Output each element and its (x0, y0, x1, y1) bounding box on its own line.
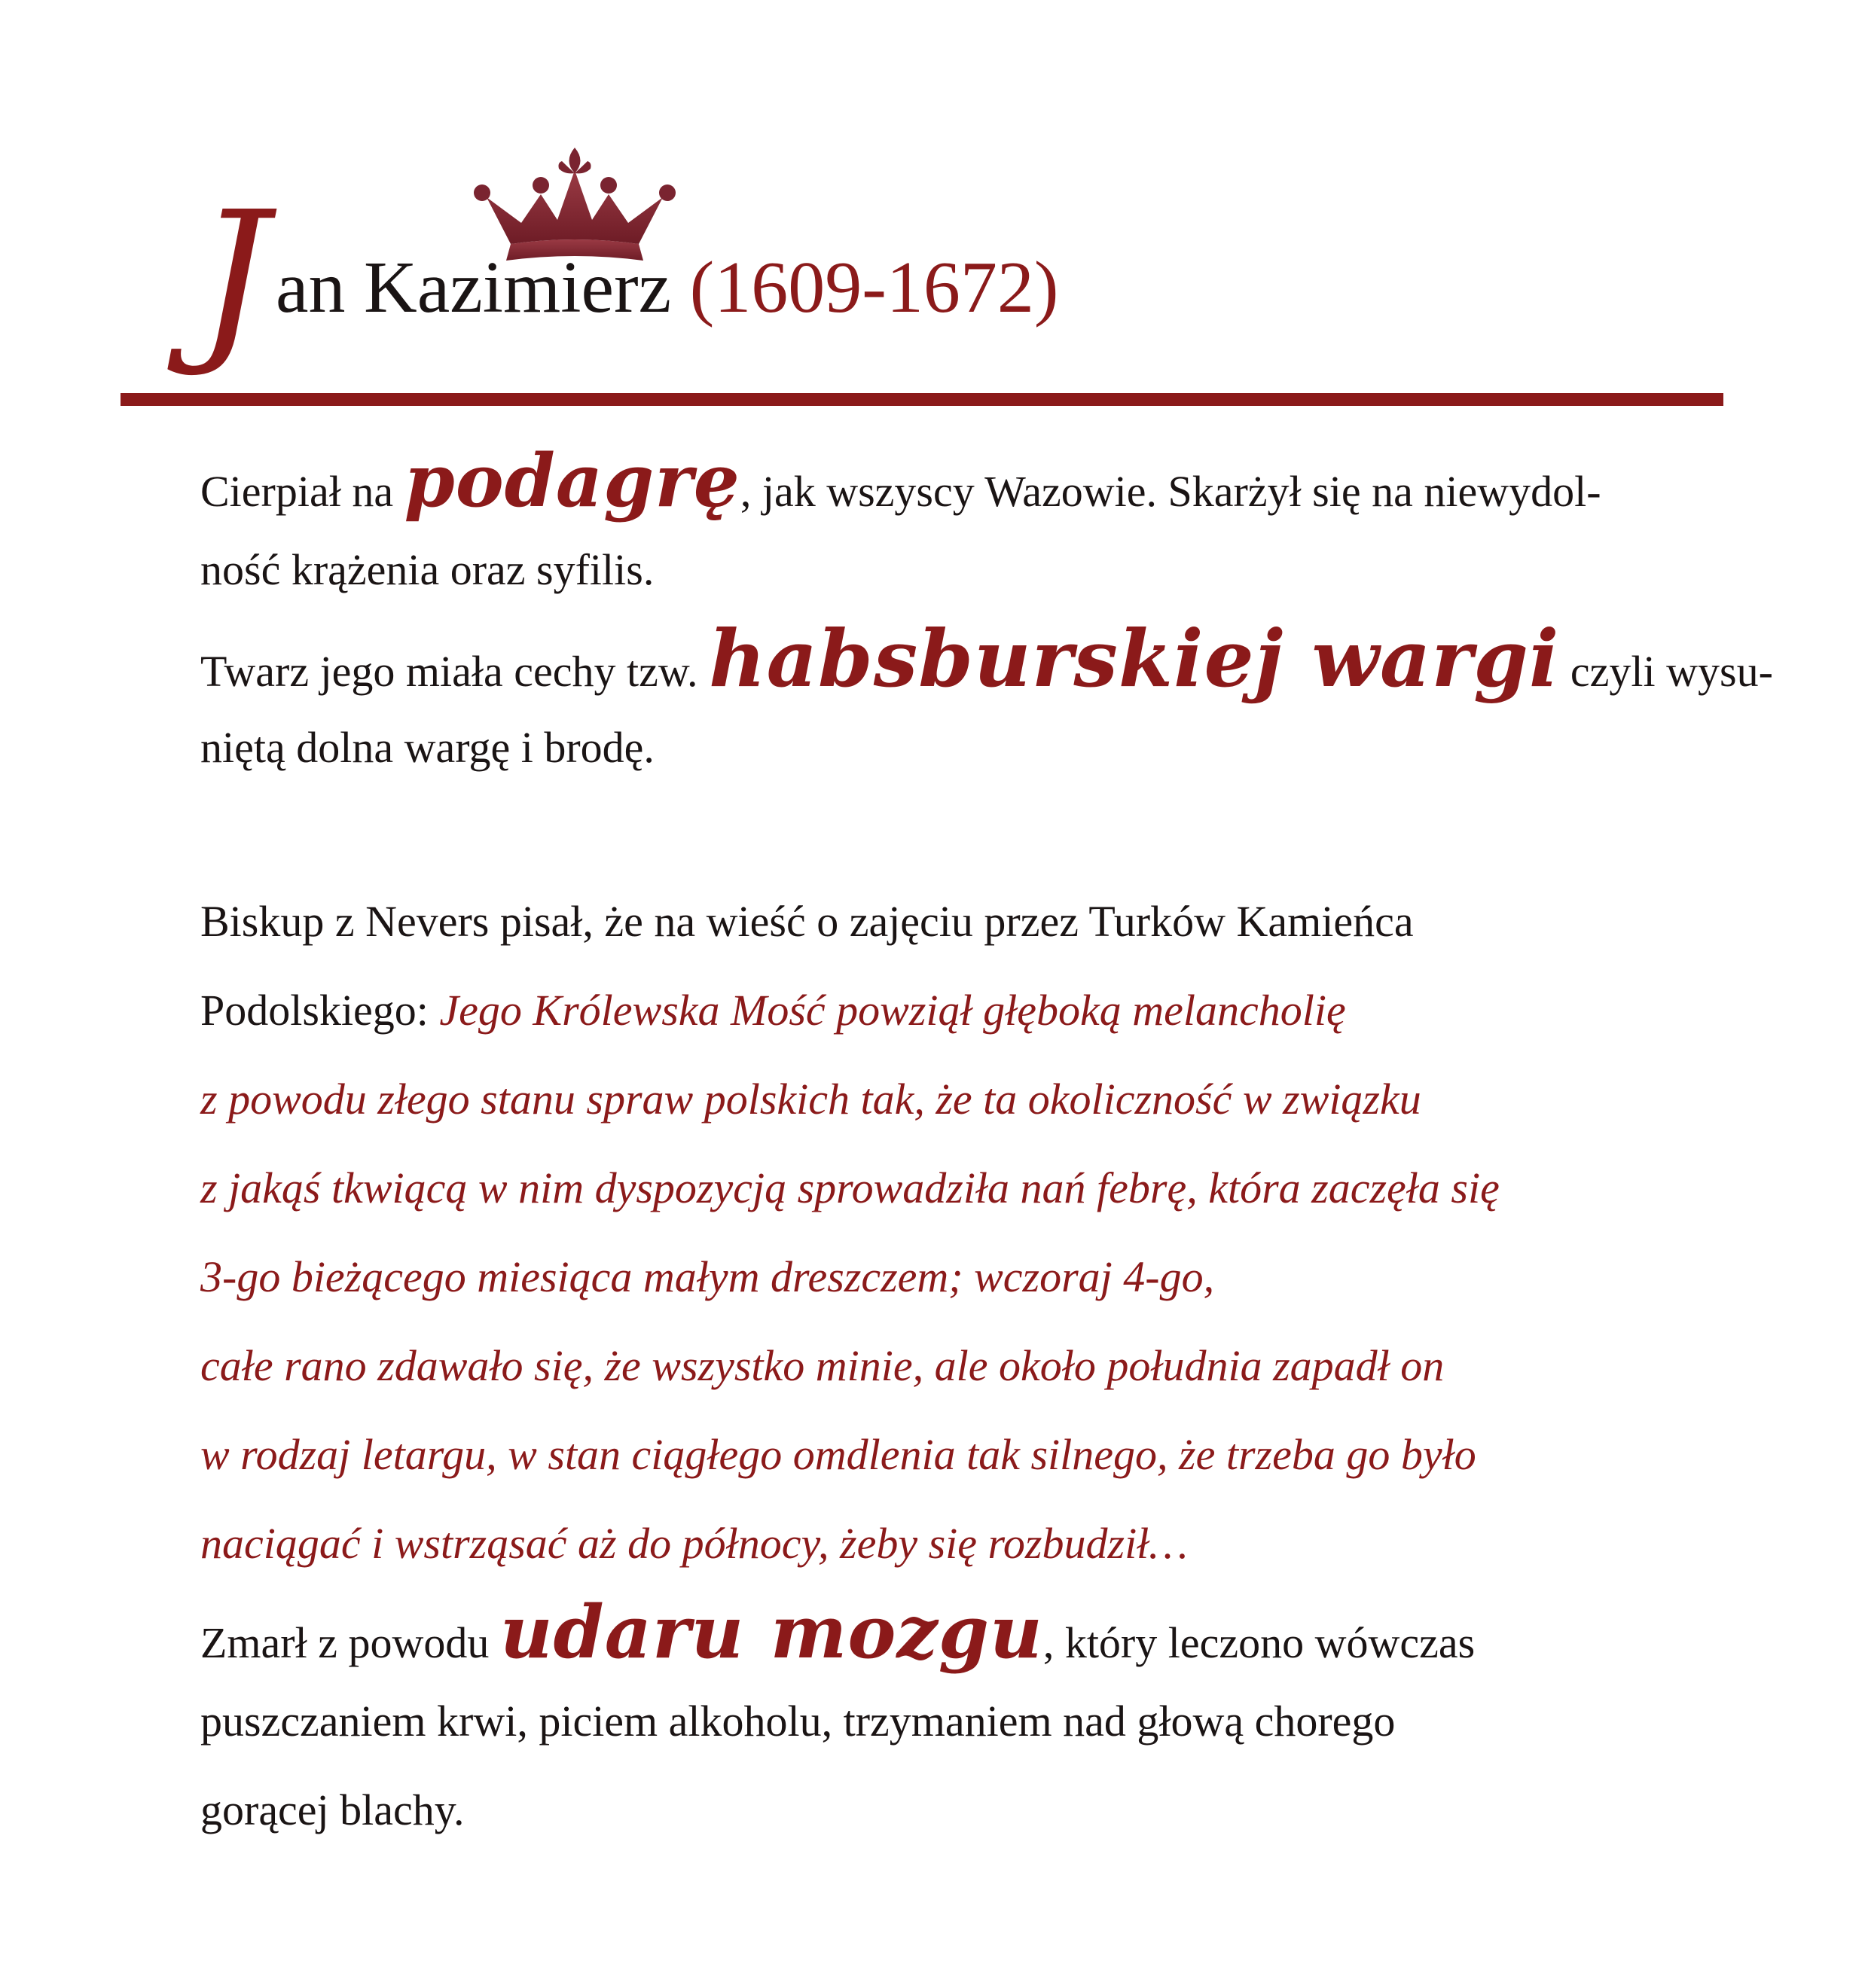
title-text (276, 242, 1058, 333)
quote-line: z powodu złego stanu spraw polskich tak, że ta okoliczność w związku (200, 1075, 1421, 1124)
quote-line: z jakąś tkwiącą w nim dyspozycją sprowadziła nań febrę, która zaczęła się (200, 1163, 1500, 1212)
title-name: an Kazimierz (276, 247, 672, 328)
decorative-word-podagre: podagrę (404, 438, 740, 523)
text-line (200, 437, 1601, 536)
text-line: puszczaniem krwi, piciem alkoholu, trzymaniem nad głową chorego (200, 1697, 1396, 1746)
text-span: Podolskiego: (200, 986, 440, 1035)
text-line: gorącej blachy. (200, 1785, 465, 1834)
title-years: (1609-1672) (689, 247, 1059, 328)
text-line (200, 1588, 1475, 1688)
text-line: niętą dolna wargę i brodę. (200, 723, 655, 772)
text-span: Zmarł z powodu (200, 1618, 500, 1667)
decorative-word-stroke: udaru mozgu (499, 1590, 1043, 1675)
text-span: Cierpiał na (200, 467, 404, 516)
quote-line: 3-go bieżącego miesiąca małym dreszczem; wczoraj 4-go, (200, 1252, 1215, 1301)
quote-line: całe rano zdawało się, że wszystko minie, ale około południa zapadł on (200, 1341, 1445, 1390)
quote-span: Jego Królewska Mość powziął głęboką melancholię (439, 986, 1346, 1035)
text-span: , jak wszyscy Wazowie. Skarżył się na niewydol- (740, 467, 1601, 516)
title-initial: J (197, 173, 269, 380)
text-line (200, 614, 1773, 716)
text-line: Biskup z Nevers pisał, że na wieść o zajęciu przez Turków Kamieńca (200, 897, 1414, 946)
text-span: czyli wysu- (1559, 647, 1773, 696)
text-span: Twarz jego miała cechy tzw. (200, 647, 709, 696)
decorative-word-habsburg: habsburskiej wargi (708, 612, 1560, 705)
title-underline-divider (121, 393, 1723, 406)
quote-line: naciągać i wstrząsać aż do północy, żeby się rozbudził… (200, 1519, 1188, 1568)
quote-line: w rodzaj letargu, w stan ciągłego omdlenia tak silnego, że trzeba go było (200, 1430, 1476, 1479)
text-line (200, 966, 1346, 1055)
text-span: , który leczono wówczas (1042, 1618, 1476, 1667)
text-line: ność krążenia oraz syfilis. (200, 545, 655, 594)
